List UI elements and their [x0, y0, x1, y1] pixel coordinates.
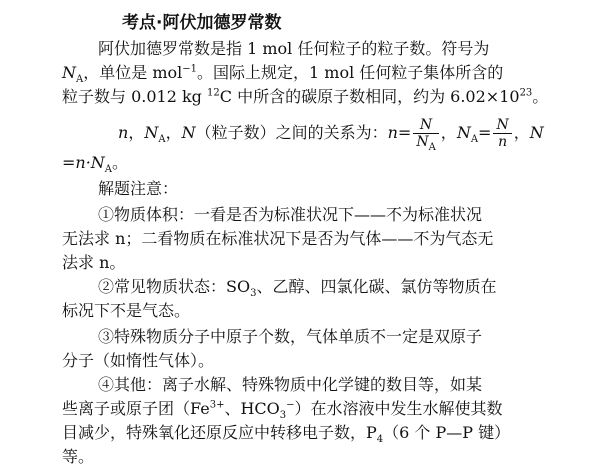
note1-line-3: 法求 n。: [62, 253, 126, 272]
fraction-n: $\frac{N}{N_A}$: [413, 117, 438, 150]
note4-line-3: 目减少，特殊氧化还原反应中转移电子数，$P_4(6$ 个 P—P 键）: [62, 423, 511, 446]
intro-line-2: $N_A$，单位是 mol$^{-1}$。国际上规定，1 mol 任何粒子集体所含的: [62, 63, 504, 86]
note4-line-2: 些离子或原子团（$Fe^{3+}$、$HCO_3^-$）在水溶液中发生水解使其数: [62, 399, 503, 422]
note2-line-2: 标况下不是气态。: [62, 301, 191, 320]
fraction-na: $\frac{N}{n}$: [493, 117, 511, 150]
note1-line-1: ①物质体积：一看是否为标准状况下——不为标准状况: [98, 205, 483, 224]
section-title: 考点·阿伏加德罗常数: [122, 13, 282, 33]
note4-line-4: 等。: [62, 447, 95, 466]
relation-line-2: $=n\cdot N_A$。: [62, 153, 129, 176]
note3-line-1: ③特殊物质分子中原子个数，气体单质不一定是双原子: [98, 327, 483, 346]
note4-line-1: ④其他：离子水解、特殊物质中化学键的数目等，如某: [98, 375, 483, 394]
note1-line-2: 无法求 n；二看物质在标准状况下是否为气体——不为气态无: [62, 229, 494, 248]
relation-line-1: n，$N_A$，N（粒子数）之间的关系为：n= $\frac{N}{N_A}$ ，$N_A=$ $\frac{N}{n}$ ，N: [118, 117, 544, 153]
note3-line-2: 分子（如惰性气体）。: [62, 351, 215, 370]
intro-line-3: 粒子数与 0.012 kg $^{12}$C 中所含的碳原子数相同，约为 $6.02\times 10^{23}$。: [62, 87, 549, 106]
notes-heading: 解题注意：: [98, 179, 179, 198]
note2-line-1: ②常见物质状态：$SO_3$、乙醇、四氯化碳、氯仿等物质在: [98, 277, 497, 300]
intro-line-1: 阿伏加德罗常数是指 1 mol 任何粒子的粒子数。符号为: [98, 39, 490, 58]
